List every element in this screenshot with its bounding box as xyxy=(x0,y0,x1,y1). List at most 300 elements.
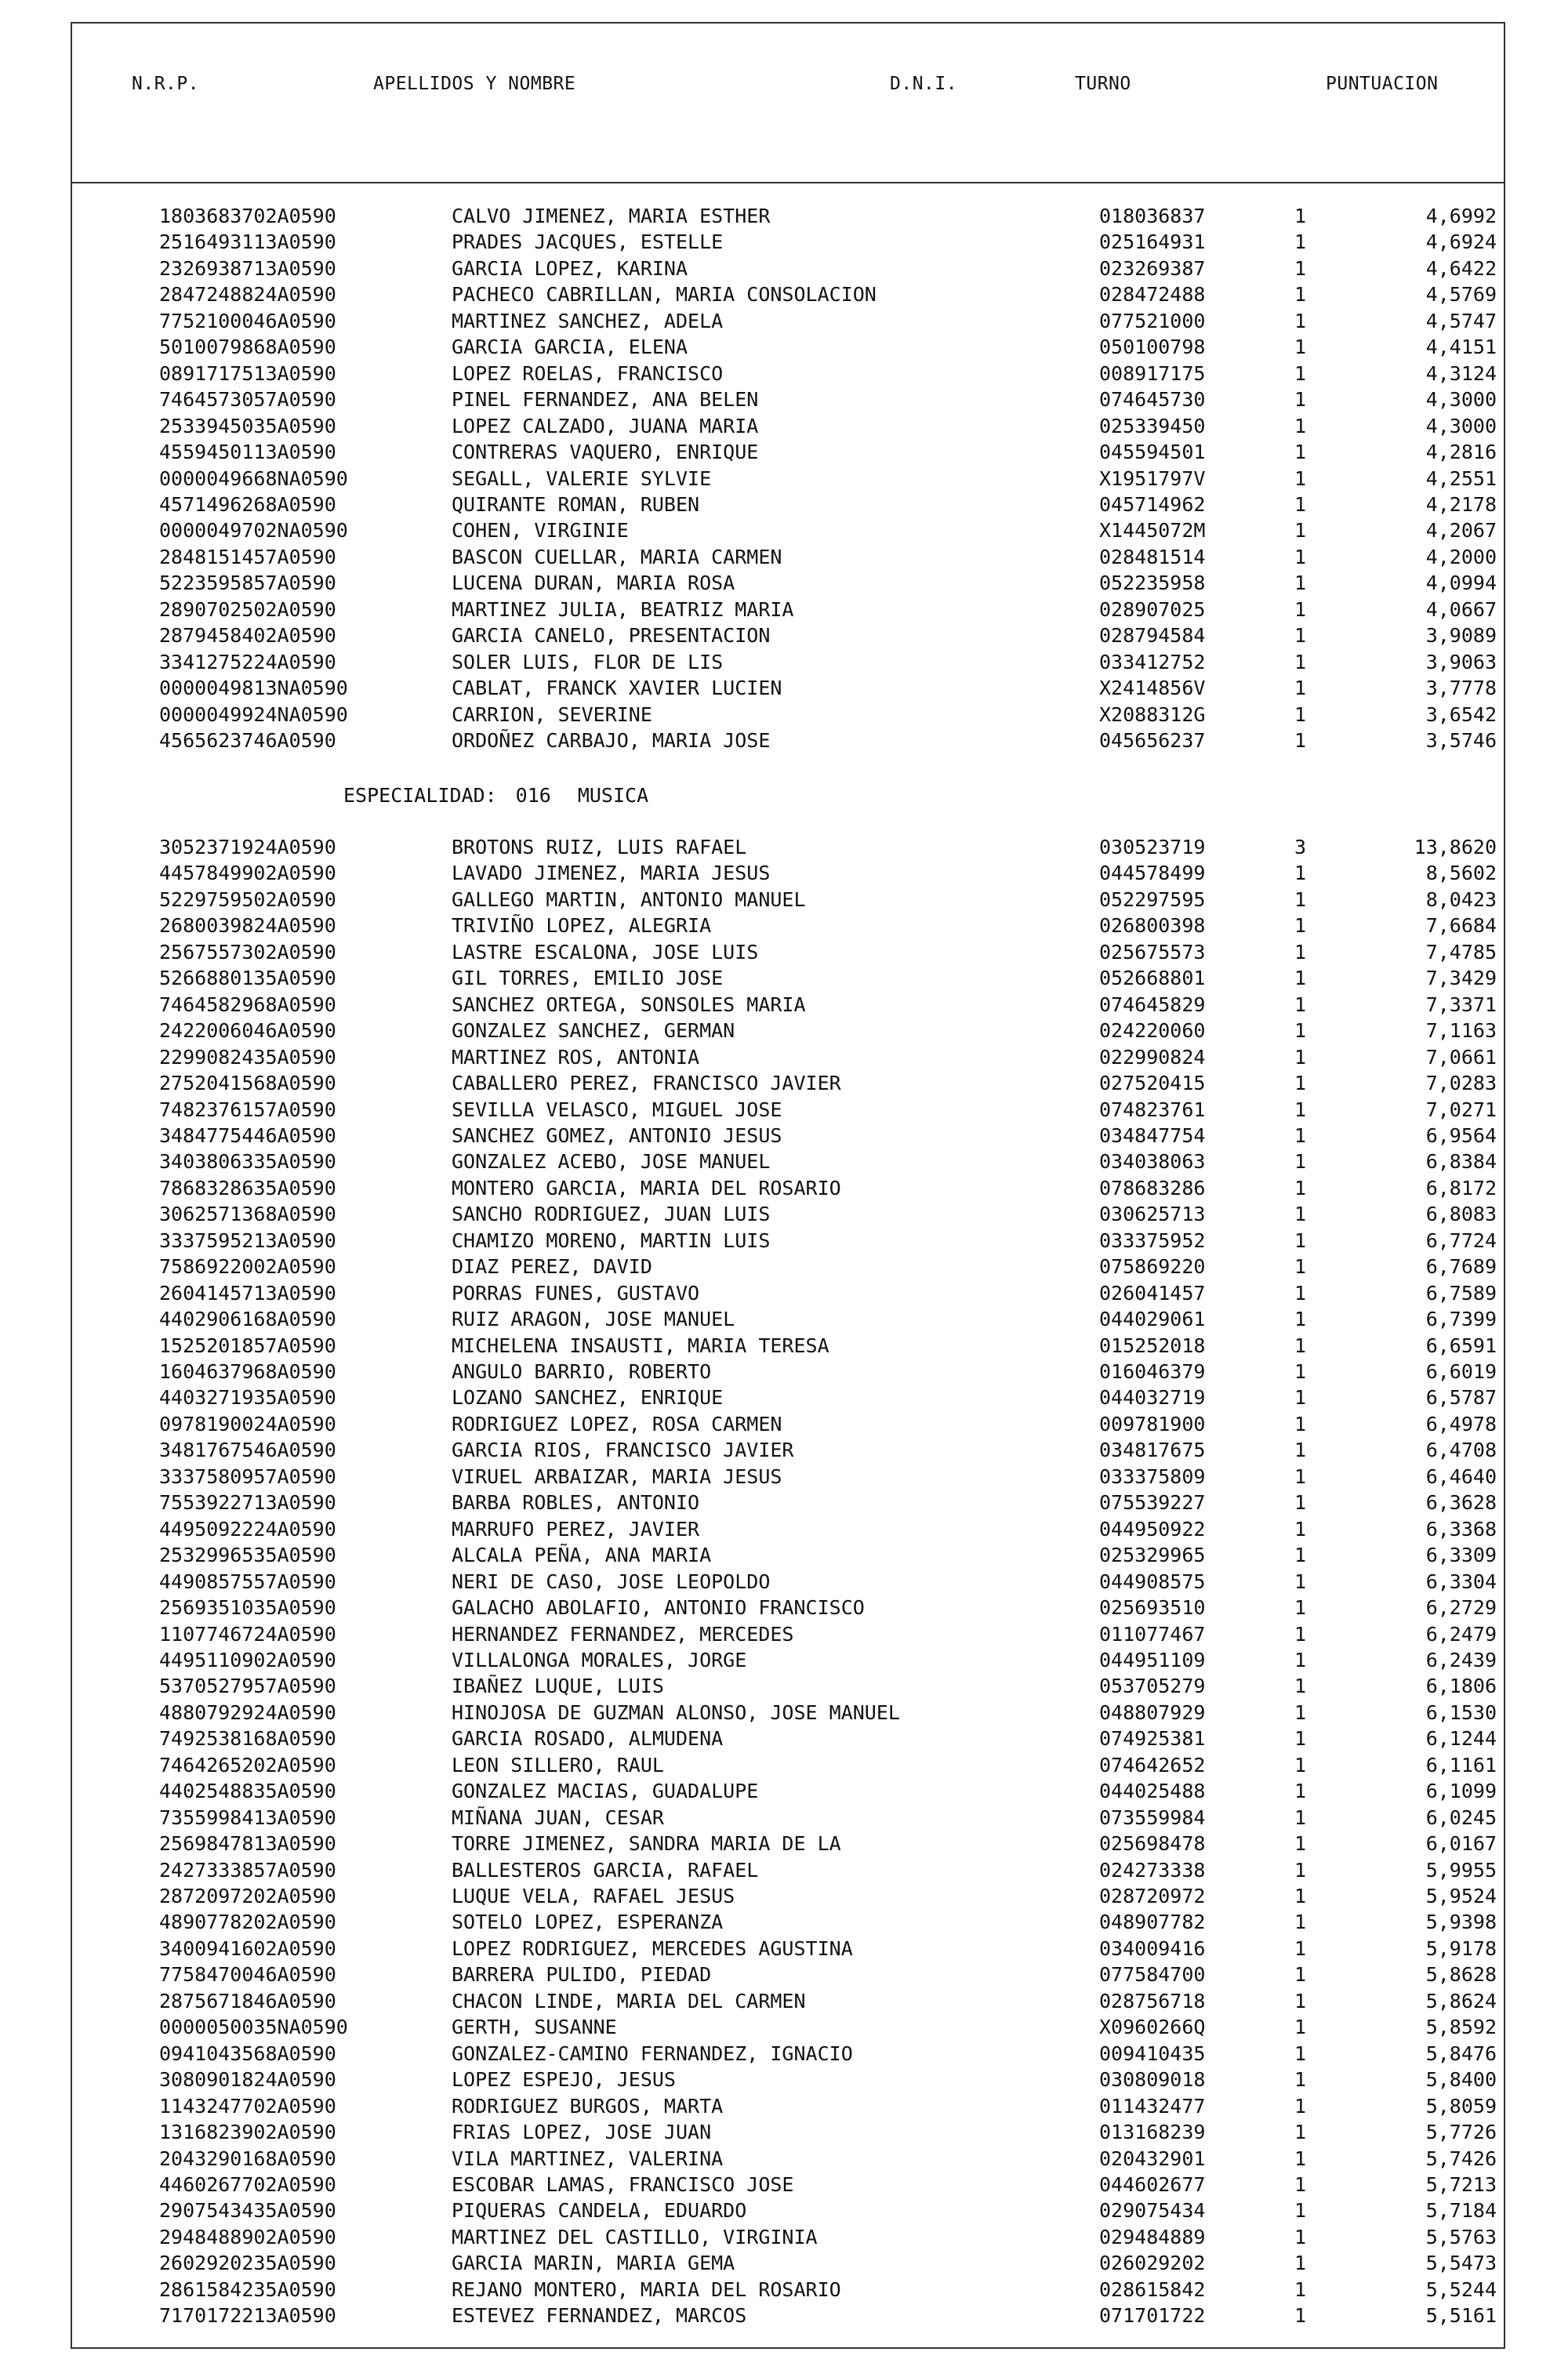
puntuacion-cell: 5,5161 xyxy=(1425,2304,1497,2328)
name-cell: GARCIA ROSADO, ALMUDENA xyxy=(452,1727,724,1751)
dni-cell: 045714962 xyxy=(1099,492,1206,516)
nrp-cell: 2427333857A0590 xyxy=(159,1858,336,1882)
dni-cell: 053705279 xyxy=(1099,1675,1206,1698)
turno-cell: 1 xyxy=(1294,940,1307,964)
puntuacion-cell: 4,2551 xyxy=(1425,466,1497,490)
nrp-cell: 2861584235A0590 xyxy=(159,2277,336,2301)
nrp-cell: 2604145713A0590 xyxy=(159,1281,336,1305)
dni-cell: 034038063 xyxy=(1099,1150,1206,1174)
nrp-cell: 2948488902A0590 xyxy=(159,2225,336,2248)
name-cell: MARTINEZ SANCHEZ, ADELA xyxy=(452,309,724,332)
puntuacion-cell: 6,0167 xyxy=(1425,1832,1497,1856)
turno-cell: 1 xyxy=(1294,2147,1307,2170)
turno-cell: 1 xyxy=(1294,862,1307,885)
nrp-cell: 1604637968A0590 xyxy=(159,1360,336,1383)
turno-cell: 1 xyxy=(1294,2172,1307,2196)
table-row xyxy=(0,1883,1568,1910)
puntuacion-cell: 6,2479 xyxy=(1425,1622,1497,1646)
name-cell: BARRERA PULIDO, PIEDAD xyxy=(452,1963,712,1987)
puntuacion-cell: 4,3000 xyxy=(1425,414,1497,437)
table-row xyxy=(0,2198,1568,2224)
dni-cell: 027520415 xyxy=(1099,1072,1206,1095)
name-cell: CALVO JIMENEZ, MARIA ESTHER xyxy=(452,205,771,227)
puntuacion-cell: 7,3429 xyxy=(1425,967,1497,990)
dni-cell: 025675573 xyxy=(1099,940,1206,964)
name-cell: MARRUFO PEREZ, JAVIER xyxy=(452,1517,700,1541)
nrp-cell: 0000050035NA0590 xyxy=(159,2016,348,2039)
nrp-cell: 0978190024A0590 xyxy=(159,1412,336,1435)
name-cell: BARBA ROBLES, ANTONIO xyxy=(452,1491,700,1515)
dni-cell: 028907025 xyxy=(1099,597,1206,621)
name-cell: CHACON LINDE, MARIA DEL CARMEN xyxy=(452,1989,806,2013)
puntuacion-cell: 4,4151 xyxy=(1425,336,1497,359)
nrp-cell: 4890778202A0590 xyxy=(159,1911,336,1934)
dni-cell: 025329965 xyxy=(1099,1544,1206,1567)
table-row xyxy=(0,229,1568,256)
dni-cell: 044950922 xyxy=(1099,1517,1206,1541)
puntuacion-cell: 5,7184 xyxy=(1425,2199,1497,2223)
table-row xyxy=(0,622,1568,649)
name-cell: CHAMIZO MORENO, MARTIN LUIS xyxy=(452,1229,771,1252)
turno-cell: 1 xyxy=(1294,2121,1307,2144)
dni-cell: 025693510 xyxy=(1099,1596,1206,1620)
table-row xyxy=(0,1254,1568,1280)
table-row xyxy=(0,2067,1568,2093)
dni-cell: 044025488 xyxy=(1099,1780,1206,1803)
dni-cell: X1445072M xyxy=(1099,519,1206,543)
dni-cell: 011432477 xyxy=(1099,2094,1206,2118)
nrp-cell: 4495092224A0590 xyxy=(159,1517,336,1541)
nrp-cell: 7170172213A0590 xyxy=(159,2304,336,2328)
dni-cell: 048807929 xyxy=(1099,1700,1206,1724)
dni-cell: 034847754 xyxy=(1099,1123,1206,1147)
nrp-cell: 2879458402A0590 xyxy=(159,624,336,648)
table-row xyxy=(0,860,1568,887)
dni-cell: 044951109 xyxy=(1099,1648,1206,1671)
name-cell: ALCALA PEÑA, ANA MARIA xyxy=(452,1544,712,1567)
nrp-cell: 7355998413A0590 xyxy=(159,1806,336,1829)
nrp-cell: 3481767546A0590 xyxy=(159,1439,336,1462)
table-row xyxy=(0,1909,1568,1936)
name-cell: LOPEZ ROELAS, FRANCISCO xyxy=(452,361,724,385)
column-header-dni: D.N.I. xyxy=(890,74,958,94)
table-row xyxy=(0,570,1568,597)
nrp-cell: 0000049813NA0590 xyxy=(159,677,348,700)
dni-cell: 044908575 xyxy=(1099,1570,1206,1593)
turno-cell: 1 xyxy=(1294,519,1307,543)
dni-cell: 020432901 xyxy=(1099,2147,1206,2170)
turno-cell: 1 xyxy=(1294,1885,1307,1907)
table-row xyxy=(0,1831,1568,1857)
name-cell: ANGULO BARRIO, ROBERTO xyxy=(452,1360,712,1383)
dni-cell: 018036837 xyxy=(1099,205,1206,227)
table-row xyxy=(0,1936,1568,1962)
turno-cell: 1 xyxy=(1294,2016,1307,2039)
name-cell: GARCIA MARIN, MARIA GEMA xyxy=(452,2252,735,2275)
table-row xyxy=(0,1778,1568,1805)
name-cell: HERNANDEZ FERNANDEZ, MERCEDES xyxy=(452,1622,794,1646)
puntuacion-cell: 6,6019 xyxy=(1425,1360,1497,1383)
turno-cell: 1 xyxy=(1294,1464,1307,1488)
puntuacion-cell: 5,9955 xyxy=(1425,1858,1497,1882)
table-row xyxy=(0,466,1568,492)
turno-cell: 1 xyxy=(1294,361,1307,385)
nrp-cell: 2875671846A0590 xyxy=(159,1989,336,2013)
name-cell: HINOJOSA DE GUZMAN ALONSO, JOSE MANUEL xyxy=(452,1700,900,1724)
turno-cell: 1 xyxy=(1294,1753,1307,1777)
dni-cell: 074925381 xyxy=(1099,1727,1206,1751)
dni-cell: 030809018 xyxy=(1099,2068,1206,2092)
dni-cell: 075869220 xyxy=(1099,1255,1206,1279)
table-row xyxy=(0,1280,1568,1307)
table-row xyxy=(0,413,1568,440)
turno-cell: 1 xyxy=(1294,650,1307,673)
name-cell: ESCOBAR LAMAS, FRANCISCO JOSE xyxy=(452,2172,794,2196)
name-cell: GARCIA CANELO, PRESENTACION xyxy=(452,624,771,648)
dni-cell: 028794584 xyxy=(1099,624,1206,648)
turno-cell: 1 xyxy=(1294,1386,1307,1410)
table-row xyxy=(0,2014,1568,2041)
table-row xyxy=(0,1175,1568,1202)
table-row xyxy=(0,544,1568,571)
name-cell: ORDOÑEZ CARBAJO, MARIA JOSE xyxy=(452,729,771,752)
name-cell: GALLEGO MARTIN, ANTONIO MANUEL xyxy=(452,887,806,911)
puntuacion-cell: 5,8624 xyxy=(1425,1989,1497,2013)
name-cell: VILLALONGA MORALES, JORGE xyxy=(452,1648,747,1671)
name-cell: VIRUEL ARBAIZAR, MARIA JESUS xyxy=(452,1464,782,1488)
nrp-cell: 4402906168A0590 xyxy=(159,1308,336,1331)
name-cell: GARCIA GARCIA, ELENA xyxy=(452,336,688,359)
column-header-nrp: N.R.P. xyxy=(132,74,200,94)
nrp-cell: 1143247702A0590 xyxy=(159,2094,336,2118)
nrp-cell: 2532996535A0590 xyxy=(159,1544,336,1567)
puntuacion-cell: 6,3309 xyxy=(1425,1544,1497,1567)
name-cell: MARTINEZ ROS, ANTONIA xyxy=(452,1045,700,1069)
name-cell: IBAÑEZ LUQUE, LUIS xyxy=(452,1675,664,1698)
dni-cell: 044578499 xyxy=(1099,862,1206,885)
turno-cell: 1 xyxy=(1294,2042,1307,2065)
dni-cell: 022990824 xyxy=(1099,1045,1206,1069)
puntuacion-cell: 8,0423 xyxy=(1425,887,1497,911)
puntuacion-cell: 5,5473 xyxy=(1425,2252,1497,2275)
puntuacion-cell: 4,0667 xyxy=(1425,597,1497,621)
table-row xyxy=(0,2041,1568,2067)
dni-cell: 015252018 xyxy=(1099,1334,1206,1357)
turno-cell: 1 xyxy=(1294,1675,1307,1698)
table-row xyxy=(0,1437,1568,1464)
column-header-apellidos-nombre: APELLIDOS Y NOMBRE xyxy=(373,74,576,94)
nrp-cell: 1803683702A0590 xyxy=(159,205,336,227)
puntuacion-cell: 4,5769 xyxy=(1425,283,1497,307)
nrp-cell: 4457849902A0590 xyxy=(159,862,336,885)
table-row xyxy=(0,1333,1568,1359)
puntuacion-cell: 4,2000 xyxy=(1425,545,1497,568)
table-row xyxy=(0,1857,1568,1884)
turno-cell: 1 xyxy=(1294,492,1307,516)
name-cell: ESTEVEZ FERNANDEZ, MARCOS xyxy=(452,2304,747,2328)
turno-cell: 1 xyxy=(1294,1989,1307,2013)
table-row xyxy=(0,2146,1568,2172)
table-row xyxy=(0,1149,1568,1175)
name-cell: GONZALEZ ACEBO, JOSE MANUEL xyxy=(452,1150,771,1174)
dni-cell: 033375809 xyxy=(1099,1464,1206,1488)
name-cell: GONZALEZ SANCHEZ, GERMAN xyxy=(452,1019,735,1043)
turno-cell: 1 xyxy=(1294,1360,1307,1383)
name-cell: LOPEZ ESPEJO, JESUS xyxy=(452,2068,676,2092)
dni-cell: 045656237 xyxy=(1099,729,1206,752)
nrp-cell: 0000049924NA0590 xyxy=(159,702,348,726)
turno-cell: 1 xyxy=(1294,1491,1307,1515)
table-row xyxy=(0,1516,1568,1543)
nrp-cell: 2907543435A0590 xyxy=(159,2199,336,2223)
puntuacion-cell: 5,9178 xyxy=(1425,1936,1497,1960)
puntuacion-cell: 6,0245 xyxy=(1425,1806,1497,1829)
puntuacion-cell: 6,4708 xyxy=(1425,1439,1497,1462)
dni-cell: 030625713 xyxy=(1099,1203,1206,1226)
puntuacion-cell: 6,2729 xyxy=(1425,1596,1497,1620)
turno-cell: 1 xyxy=(1294,914,1307,938)
table-row xyxy=(0,1595,1568,1621)
nrp-cell: 4571496268A0590 xyxy=(159,492,336,516)
dni-cell: 074645730 xyxy=(1099,388,1206,412)
dni-cell: 028481514 xyxy=(1099,545,1206,568)
nrp-cell: 7464582968A0590 xyxy=(159,993,336,1016)
dni-cell: 075539227 xyxy=(1099,1491,1206,1515)
table-row xyxy=(0,1647,1568,1674)
dni-cell: 050100798 xyxy=(1099,336,1206,359)
puntuacion-cell: 6,9564 xyxy=(1425,1123,1497,1147)
dni-cell: 029075434 xyxy=(1099,2199,1206,2223)
table-row xyxy=(0,2224,1568,2251)
table-row xyxy=(0,1752,1568,1779)
dni-cell: 026800398 xyxy=(1099,914,1206,938)
table-row xyxy=(0,308,1568,335)
name-cell: GONZALEZ-CAMINO FERNANDEZ, IGNACIO xyxy=(452,2042,853,2065)
table-row xyxy=(0,2277,1568,2303)
table-row xyxy=(0,2250,1568,2277)
puntuacion-cell: 4,6422 xyxy=(1425,256,1497,280)
dni-cell: 052668801 xyxy=(1099,967,1206,990)
puntuacion-cell: 7,0661 xyxy=(1425,1045,1497,1069)
name-cell: PIQUERAS CANDELA, EDUARDO xyxy=(452,2199,747,2223)
name-cell: LUQUE VELA, RAFAEL JESUS xyxy=(452,1885,735,1907)
turno-cell: 1 xyxy=(1294,677,1307,700)
dni-cell: 074645829 xyxy=(1099,993,1206,1016)
table-row xyxy=(0,597,1568,623)
turno-cell: 1 xyxy=(1294,1412,1307,1435)
table-row xyxy=(0,1070,1568,1097)
puntuacion-cell: 4,0994 xyxy=(1425,572,1497,595)
turno-cell: 1 xyxy=(1294,1176,1307,1200)
puntuacion-cell: 3,6542 xyxy=(1425,702,1497,726)
name-cell: REJANO MONTERO, MARIA DEL ROSARIO xyxy=(452,2277,841,2301)
nrp-cell: 5370527957A0590 xyxy=(159,1675,336,1698)
turno-cell: 1 xyxy=(1294,388,1307,412)
turno-cell: 3 xyxy=(1294,836,1307,858)
turno-cell: 1 xyxy=(1294,1334,1307,1357)
nrp-cell: 2680039824A0590 xyxy=(159,914,336,938)
turno-cell: 1 xyxy=(1294,1806,1307,1829)
puntuacion-cell: 6,1806 xyxy=(1425,1675,1497,1698)
dni-cell: 033412752 xyxy=(1099,650,1206,673)
name-cell: LOPEZ RODRIGUEZ, MERCEDES AGUSTINA xyxy=(452,1936,853,1960)
puntuacion-cell: 6,7399 xyxy=(1425,1308,1497,1331)
puntuacion-cell: 4,2178 xyxy=(1425,492,1497,516)
table-row xyxy=(0,1306,1568,1333)
name-cell: SANCHEZ ORTEGA, SONSOLES MARIA xyxy=(452,993,806,1016)
turno-cell: 1 xyxy=(1294,283,1307,307)
turno-cell: 1 xyxy=(1294,1123,1307,1147)
turno-cell: 1 xyxy=(1294,1963,1307,1987)
turno-cell: 1 xyxy=(1294,1936,1307,1960)
turno-cell: 1 xyxy=(1294,2094,1307,2118)
puntuacion-cell: 5,8628 xyxy=(1425,1963,1497,1987)
name-cell: FRIAS LOPEZ, JOSE JUAN xyxy=(452,2121,712,2144)
dni-cell: 028720972 xyxy=(1099,1885,1206,1907)
puntuacion-cell: 6,1530 xyxy=(1425,1700,1497,1724)
turno-cell: 1 xyxy=(1294,2225,1307,2248)
turno-cell: 1 xyxy=(1294,2252,1307,2275)
dni-cell: 044032719 xyxy=(1099,1386,1206,1410)
puntuacion-cell: 6,6591 xyxy=(1425,1334,1497,1357)
puntuacion-cell: 3,5746 xyxy=(1425,729,1497,752)
name-cell: RODRIGUEZ BURGOS, MARTA xyxy=(452,2094,724,2118)
nrp-cell: 2569351035A0590 xyxy=(159,1596,336,1620)
specialty-subject: MUSICA xyxy=(577,784,649,807)
turno-cell: 1 xyxy=(1294,309,1307,332)
name-cell: SEVILLA VELASCO, MIGUEL JOSE xyxy=(452,1098,782,1121)
nrp-cell: 2848151457A0590 xyxy=(159,545,336,568)
turno-cell: 1 xyxy=(1294,1045,1307,1069)
puntuacion-cell: 6,8384 xyxy=(1425,1150,1497,1174)
name-cell: SANCHEZ GOMEZ, ANTONIO JESUS xyxy=(452,1123,782,1147)
nrp-cell: 3062571368A0590 xyxy=(159,1203,336,1226)
puntuacion-cell: 7,3371 xyxy=(1425,993,1497,1016)
table-row xyxy=(0,1359,1568,1385)
turno-cell: 1 xyxy=(1294,1544,1307,1567)
name-cell: SOLER LUIS, FLOR DE LIS xyxy=(452,650,724,673)
table-row xyxy=(0,913,1568,939)
table-row xyxy=(0,1228,1568,1254)
dni-cell: 052297595 xyxy=(1099,887,1206,911)
turno-cell: 1 xyxy=(1294,336,1307,359)
puntuacion-cell: 4,2816 xyxy=(1425,441,1497,464)
table-row xyxy=(0,834,1568,861)
puntuacion-cell: 5,7213 xyxy=(1425,2172,1497,2196)
puntuacion-cell: 6,3368 xyxy=(1425,1517,1497,1541)
turno-cell: 1 xyxy=(1294,2068,1307,2092)
table-row xyxy=(0,334,1568,361)
table-row xyxy=(0,1569,1568,1595)
nrp-cell: 2872097202A0590 xyxy=(159,1885,336,1907)
puntuacion-cell: 7,6684 xyxy=(1425,914,1497,938)
dni-cell: 052235958 xyxy=(1099,572,1206,595)
turno-cell: 1 xyxy=(1294,572,1307,595)
table-row xyxy=(0,439,1568,466)
name-cell: CONTRERAS VAQUERO, ENRIQUE xyxy=(452,441,759,464)
turno-cell: 1 xyxy=(1294,967,1307,990)
dni-cell: 009781900 xyxy=(1099,1412,1206,1435)
table-row xyxy=(0,1201,1568,1228)
puntuacion-cell: 5,7726 xyxy=(1425,2121,1497,2144)
turno-cell: 1 xyxy=(1294,624,1307,648)
nrp-cell: 2569847813A0590 xyxy=(159,1832,336,1856)
nrp-cell: 2299082435A0590 xyxy=(159,1045,336,1069)
name-cell: MONTERO GARCIA, MARIA DEL ROSARIO xyxy=(452,1176,841,1200)
nrp-cell: 2890702502A0590 xyxy=(159,597,336,621)
dni-cell: 024220060 xyxy=(1099,1019,1206,1043)
table-row xyxy=(0,939,1568,966)
turno-cell: 1 xyxy=(1294,2199,1307,2223)
puntuacion-cell: 4,3000 xyxy=(1425,388,1497,412)
name-cell: DIAZ PEREZ, DAVID xyxy=(452,1255,652,1279)
name-cell: LOZANO SANCHEZ, ENRIQUE xyxy=(452,1386,724,1410)
table-row xyxy=(0,2093,1568,2120)
puntuacion-cell: 5,8059 xyxy=(1425,2094,1497,2118)
name-cell: GARCIA LOPEZ, KARINA xyxy=(452,256,688,280)
nrp-cell: 3403806335A0590 xyxy=(159,1150,336,1174)
specialty-code: 016 xyxy=(515,784,551,807)
puntuacion-cell: 6,5787 xyxy=(1425,1386,1497,1410)
dni-cell: 030523719 xyxy=(1099,836,1206,858)
table-row xyxy=(0,675,1568,702)
dni-cell: 029484889 xyxy=(1099,2225,1206,2248)
dni-cell: 078683286 xyxy=(1099,1176,1206,1200)
table-row xyxy=(0,492,1568,518)
dni-cell: X1951797V xyxy=(1099,466,1206,490)
dni-cell: X2088312G xyxy=(1099,702,1206,726)
nrp-cell: 1316823902A0590 xyxy=(159,2121,336,2144)
turno-cell: 1 xyxy=(1294,702,1307,726)
nrp-cell: 7758470046A0590 xyxy=(159,1963,336,1987)
nrp-cell: 2602920235A0590 xyxy=(159,2252,336,2275)
turno-cell: 1 xyxy=(1294,1622,1307,1646)
turno-cell: 1 xyxy=(1294,1648,1307,1671)
name-cell: RODRIGUEZ LOPEZ, ROSA CARMEN xyxy=(452,1412,782,1435)
turno-cell: 1 xyxy=(1294,1858,1307,1882)
nrp-cell: 4495110902A0590 xyxy=(159,1648,336,1671)
nrp-cell: 0891717513A0590 xyxy=(159,361,336,385)
puntuacion-cell: 6,7689 xyxy=(1425,1255,1497,1279)
dni-cell: 077521000 xyxy=(1099,309,1206,332)
table-row xyxy=(0,2119,1568,2146)
dni-cell: 025339450 xyxy=(1099,414,1206,437)
specialty-heading xyxy=(343,782,648,809)
dni-cell: 008917175 xyxy=(1099,361,1206,385)
puntuacion-cell: 6,8083 xyxy=(1425,1203,1497,1226)
puntuacion-cell: 5,9524 xyxy=(1425,1885,1497,1907)
puntuacion-cell: 7,4785 xyxy=(1425,940,1497,964)
nrp-cell: 2516493113A0590 xyxy=(159,230,336,254)
nrp-cell: 3337580957A0590 xyxy=(159,1464,336,1488)
dni-cell: 028615842 xyxy=(1099,2277,1206,2301)
name-cell: RUIZ ARAGON, JOSE MANUEL xyxy=(452,1308,735,1331)
puntuacion-cell: 5,7426 xyxy=(1425,2147,1497,2170)
name-cell: BROTONS RUIZ, LUIS RAFAEL xyxy=(452,836,747,858)
name-cell: QUIRANTE ROMAN, RUBEN xyxy=(452,492,700,516)
turno-cell: 1 xyxy=(1294,466,1307,490)
name-cell: GALACHO ABOLAFIO, ANTONIO FRANCISCO xyxy=(452,1596,865,1620)
puntuacion-cell: 6,3304 xyxy=(1425,1570,1497,1593)
name-cell: BASCON CUELLAR, MARIA CARMEN xyxy=(452,545,782,568)
puntuacion-cell: 6,4640 xyxy=(1425,1464,1497,1488)
turno-cell: 1 xyxy=(1294,1229,1307,1252)
turno-cell: 1 xyxy=(1294,1727,1307,1751)
turno-cell: 1 xyxy=(1294,545,1307,568)
nrp-cell: 7553922713A0590 xyxy=(159,1491,336,1515)
turno-cell: 1 xyxy=(1294,1517,1307,1541)
puntuacion-cell: 4,2067 xyxy=(1425,519,1497,543)
